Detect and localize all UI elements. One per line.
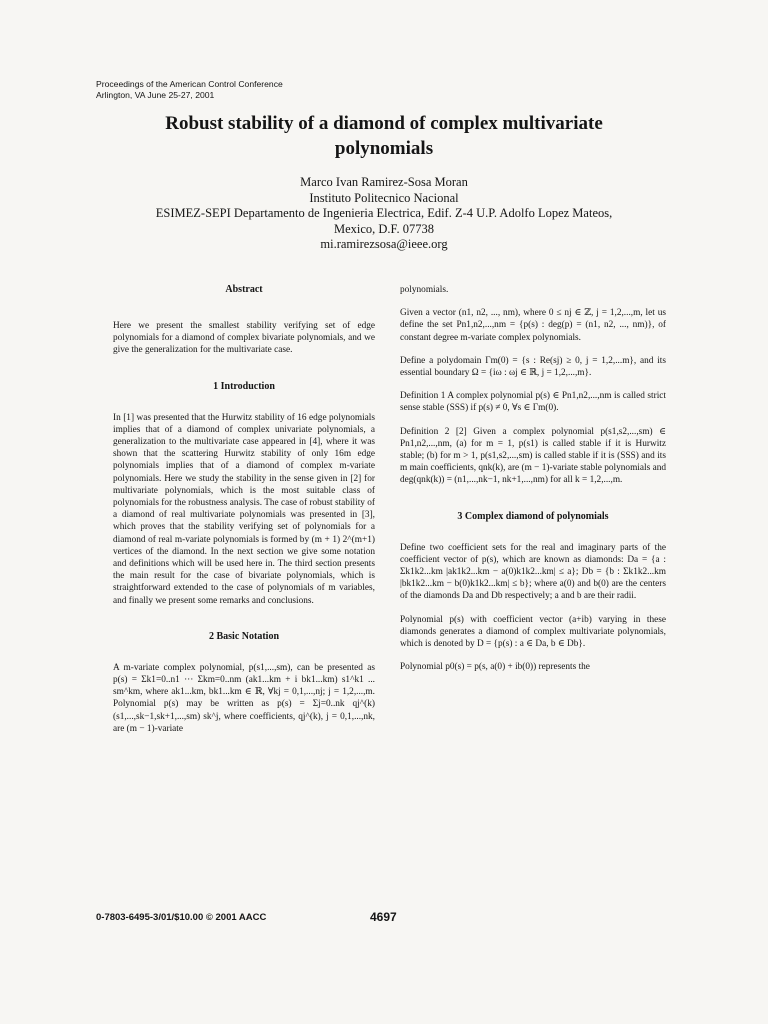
abstract-heading: Abstract — [225, 284, 263, 295]
introduction-heading: 1 Introduction — [213, 380, 275, 392]
continued-text: polynomials. — [400, 285, 449, 295]
author-department: ESIMEZ-SEPI Departamento de Ingenieria Electrica, Edif. Z-4 U.P. Adolfo Lopez Mateos, — [155, 206, 613, 221]
paper-title — [80, 111, 688, 161]
page-number: 4697 — [370, 910, 397, 924]
conference-name: Proceedings of the American Control Conference — [96, 79, 283, 89]
left-column — [113, 284, 375, 735]
definition-1: Definition 1 A complex polynomial p(s) ∈ Pn1,n2,...,nm is called strict sense stable (SSS) if p(s) ≠ 0, ∀s ∈ Γm(0). — [400, 391, 666, 414]
copyright-code: 0-7803-6495-3/01/$10.00 © 2001 AACC — [96, 912, 267, 923]
abstract-text: Here we present the smallest stability verifying set of edge polynomials for a diamond of complex bivariate polynomials, and we give the generalization for the multivariate case. — [113, 321, 375, 356]
title-line-1: Robust stability of a diamond of complex multivariate — [165, 113, 603, 134]
right-column — [400, 284, 666, 673]
polydomain-definition: Define a polydomain Γm(0) = {s : Re(sj) ≥ 0, j = 1,2,...m}, and its essential boundary Ω = {iω : ωj ∈ ℝ, j = 1,2,...,m}. — [400, 355, 666, 379]
vector-definition: Given a vector (n1, n2, ..., nm), where 0 ≤ nj ∈ ℤ, j = 1,2,...,m, let us define the set Pn1,n2,...,nm = {p(s) : deg(p) = (n1, n2, ..., nm)}, of constant degree m-variate complex polynomials. — [400, 308, 666, 343]
author-email: mi.ramirezsosa@ieee.org — [320, 237, 448, 252]
title-line-2: polynomials — [334, 138, 434, 159]
basic-notation-text: A m-variate complex polynomial, p(s1,...,sm), can be presented as p(s) = Σk1=0..n1 ··· Σkm=0..nm (ak1...km + i bk1...km) s1^k1 ... sm^km, where ak1...km, bk1...km ∈ ℝ, ∀kj = 0,1,...,nj; j = 1,2,...,m. Polynomial p(s) may be written as p(s) = Σj=0..nk qj^(k)(s1,...,sk−1,sk+1,...,sm) sk^j, where coefficients, qj^(k), j = 0,1,...,nk, are (m − 1)-variate — [113, 662, 375, 734]
complex-diamond-heading: 3 Complex diamond of polynomials — [457, 510, 609, 522]
proceedings-header — [96, 79, 283, 101]
basic-notation-heading: 2 Basic Notation — [209, 630, 279, 642]
diamond-definition: Define two coefficient sets for the real and imaginary parts of the coefficient vector of p(s), which are known as diamonds: Da = {a : Σk1k2...km |ak1k2...km − a(0)k1k2...km| ≤ a}; Db = {b : Σk1k2...km |bk1k2...km − b(0)k1k2...km| ≤ b}; where a(0) and b(0) are the centers of the diamonds Da and Db respectively; a and b are their radii. — [400, 542, 666, 602]
definition-2: Definition 2 [2] Given a complex polynomial p(s1,s2,...,sm) ∈ Pn1,n2,...,nm, (a) for m = 1, p(s1) is called stable if it is Hurwitz stable; (b) for m > 1, p(s1,s2,...,sm) is called stable if it is (SSS) and its m main coefficients, qnk(k), are (m − 1)-variate stable polynomials and deg(qnk(k)) = (n1,...,nk−1, nk+1,...,nm) for all k = 1,2,...,m. — [400, 426, 666, 486]
author-institute: Instituto Politecnico Nacional — [309, 190, 459, 205]
introduction-text: In [1] was presented that the Hurwitz stability of 16 edge polynomials implies that of a diamond of complex univariate polynomials, a generalization to the multivariate case appeared in [4], where it was shown that the scattering Hurwitz stability of only 16m edge polynomials implies that of a diamond of complex m-variate polynomials. Here we study the stability in the sense given in [2] for multivariate polynomials, which is the most suitable class of polynomials for the robustness analysis. The case of robust stability of a diamond of real multivariate polynomials was presented in [3], which proves that the stability verifying set of polynomials for a diamond of real m-variate polynomials is formed by (m + 1) 2^(m+1) vertices of the diamond. In the next section we give some notation and definitions which will be used here in. The third section presents the main result for the case of bivariate polynomials, which is straightforward extended to the case of polynomials of m variables, and finally we present some remarks and conclusions. — [113, 412, 375, 606]
author-block — [80, 175, 688, 253]
author-name: Marco Ivan Ramirez-Sosa Moran — [300, 175, 468, 189]
polynomial-family: Polynomial p(s) with coefficient vector (a+ib) varying in these diamonds generates a diamond of complex multivariate polynomials, which is denoted by D = {p(s) : a ∈ Da, b ∈ Db}. — [400, 614, 666, 650]
conference-date: Arlington, VA June 25-27, 2001 — [96, 90, 215, 100]
center-polynomial: Polynomial p0(s) = p(s, a(0) + ib(0)) represents the — [400, 662, 590, 673]
author-city: Mexico, D.F. 07738 — [333, 221, 435, 236]
